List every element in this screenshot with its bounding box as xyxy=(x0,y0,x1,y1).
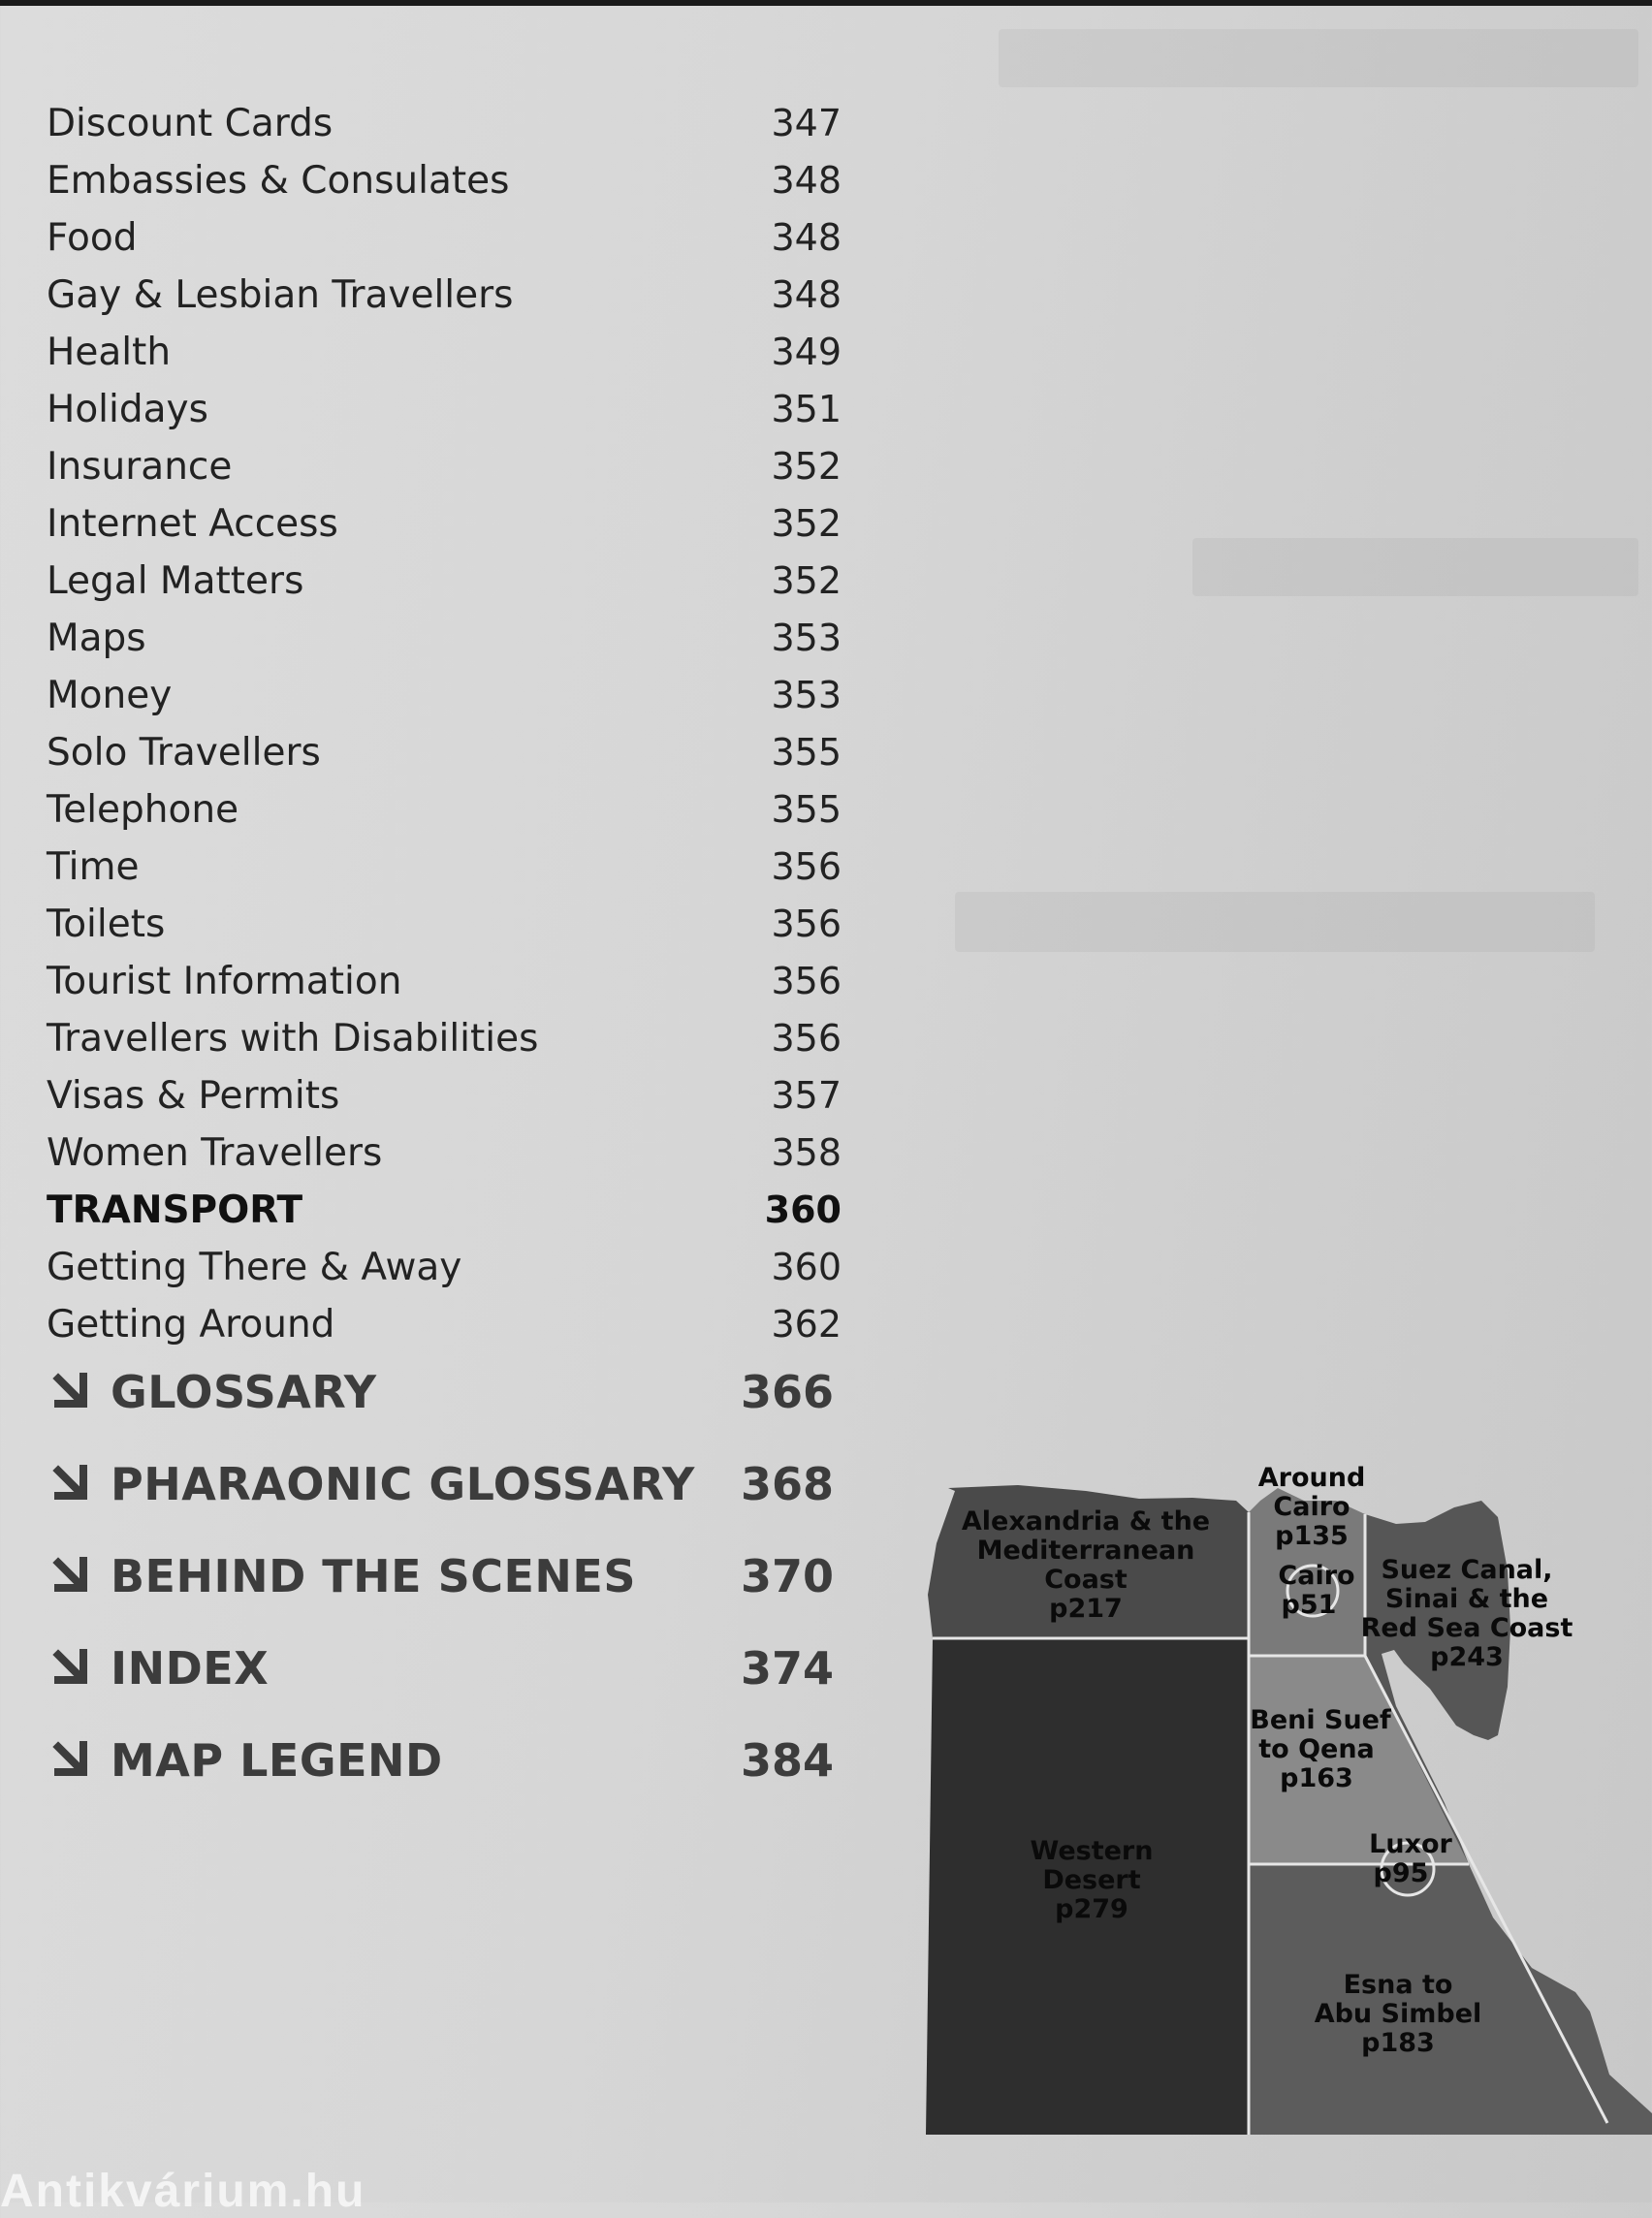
toc-entry-title: Legal Matters xyxy=(47,559,304,603)
label-around-cairo-line1: Around xyxy=(1257,1463,1366,1493)
chapter-entry-title: GLOSSARY xyxy=(111,1366,377,1418)
toc-entry-title: Gay & Lesbian Travellers xyxy=(47,273,514,317)
toc-entry[interactable] xyxy=(47,724,842,781)
toc-entry[interactable] xyxy=(47,438,842,495)
toc-entry[interactable] xyxy=(47,381,842,438)
label-western-desert-line2: Desert xyxy=(1042,1865,1141,1895)
label-suez-page: p243 xyxy=(1430,1642,1504,1672)
toc-entry[interactable] xyxy=(47,495,842,553)
toc-entry-page-number: 356 xyxy=(771,1017,842,1060)
toc-entry[interactable] xyxy=(47,953,842,1010)
toc-entry-page-number: 348 xyxy=(771,159,842,202)
facing-page-bleed xyxy=(955,892,1595,952)
chapter-entry-title: BEHIND THE SCENES xyxy=(111,1550,636,1602)
toc-entry-title: Tourist Information xyxy=(47,960,402,1003)
arrow-down-right-icon xyxy=(50,1539,101,1613)
toc-entry-title: Maps xyxy=(47,617,146,660)
toc-entry-page-number: 348 xyxy=(771,216,842,259)
toc-entry-page-number: 352 xyxy=(771,502,842,545)
toc-entry-page-number: 360 xyxy=(764,1188,842,1231)
toc-entry-title: Toilets xyxy=(47,903,166,946)
label-suez-line3: Red Sea Coast xyxy=(1360,1613,1573,1643)
toc-entry-title: Telephone xyxy=(47,788,239,832)
label-western-desert-line1: Western xyxy=(1030,1836,1154,1866)
label-alexandria-line2: Mediterranean xyxy=(976,1536,1195,1566)
label-cairo-page: p51 xyxy=(1281,1590,1337,1620)
label-beni-suef-page: p163 xyxy=(1280,1763,1353,1793)
arrow-down-right-icon xyxy=(50,1632,101,1705)
chapter-list xyxy=(50,1355,834,1816)
facing-page-bleed xyxy=(1192,538,1638,596)
toc-entry-page-number: 352 xyxy=(771,559,842,602)
chapter-entry[interactable] xyxy=(50,1447,834,1539)
toc-entry-title: Discount Cards xyxy=(47,102,334,145)
toc-entry-title: Insurance xyxy=(47,445,233,489)
toc-entry[interactable] xyxy=(47,1125,842,1182)
toc-entry-title: Getting Around xyxy=(47,1303,335,1347)
toc-entry[interactable] xyxy=(47,267,842,324)
arrow-down-right-icon xyxy=(50,1447,101,1521)
toc-entry[interactable] xyxy=(47,1067,842,1125)
toc-entry-title: Health xyxy=(47,331,172,374)
toc-entry-page-number: 362 xyxy=(771,1303,842,1346)
toc-entry-title: Getting There & Away xyxy=(47,1246,462,1289)
toc-entry-page-number: 353 xyxy=(771,674,842,716)
chapter-entry[interactable] xyxy=(50,1724,834,1816)
toc-entry-title: Money xyxy=(47,674,173,717)
toc-entry[interactable] xyxy=(47,553,842,610)
toc-entry-title: Solo Travellers xyxy=(47,731,321,775)
toc-entry-page-number: 352 xyxy=(771,445,842,488)
toc-entry-title: Women Travellers xyxy=(47,1131,383,1175)
label-alexandria-line1: Alexandria & the xyxy=(961,1506,1211,1537)
toc-entry-page-number: 356 xyxy=(771,960,842,1002)
chapter-entry-title: MAP LEGEND xyxy=(111,1734,443,1787)
toc-entry[interactable] xyxy=(47,1182,842,1239)
toc-entry[interactable] xyxy=(47,1239,842,1296)
label-suez-line2: Sinai & the xyxy=(1384,1584,1549,1614)
toc-entry[interactable] xyxy=(47,1010,842,1067)
egypt-region-map xyxy=(921,1449,1652,2157)
chapter-entry-page-number: 366 xyxy=(740,1366,834,1418)
toc-entry-page-number: 357 xyxy=(771,1074,842,1117)
label-luxor: Luxor xyxy=(1369,1829,1452,1859)
chapter-entry-title: INDEX xyxy=(111,1642,270,1695)
toc-entry-page-number: 356 xyxy=(771,845,842,888)
chapter-entry-title: PHARAONIC GLOSSARY xyxy=(111,1458,695,1510)
label-cairo: Cairo xyxy=(1278,1561,1355,1591)
toc-entry[interactable] xyxy=(47,667,842,724)
chapter-entry-page-number: 370 xyxy=(740,1550,834,1602)
toc-entry[interactable] xyxy=(47,896,842,953)
toc-entry-page-number: 355 xyxy=(771,731,842,774)
toc-entry-page-number: 349 xyxy=(771,331,842,373)
toc-entry[interactable] xyxy=(47,610,842,667)
chapter-entry[interactable] xyxy=(50,1355,834,1447)
toc-entry-title: Holidays xyxy=(47,388,208,431)
toc-entry-page-number: 358 xyxy=(771,1131,842,1174)
label-suez-line1: Suez Canal, xyxy=(1381,1555,1553,1585)
toc-entry-page-number: 360 xyxy=(771,1246,842,1288)
toc-entry-title: TRANSPORT xyxy=(47,1188,303,1232)
label-alexandria-page: p217 xyxy=(1049,1594,1123,1624)
toc-entry[interactable] xyxy=(47,209,842,267)
toc-entry-page-number: 353 xyxy=(771,617,842,659)
label-beni-suef-line2: to Qena xyxy=(1258,1734,1375,1764)
toc-entry-page-number: 356 xyxy=(771,903,842,945)
label-alexandria-line3: Coast xyxy=(1044,1565,1128,1595)
watermark: Antikvárium.hu xyxy=(0,2166,366,2217)
toc-entry[interactable] xyxy=(47,781,842,839)
chapter-entry-page-number: 368 xyxy=(740,1458,834,1510)
table-of-contents xyxy=(47,95,842,1353)
label-esna-line2: Abu Simbel xyxy=(1314,1999,1482,2029)
label-luxor-page: p95 xyxy=(1373,1858,1429,1888)
toc-entry-title: Time xyxy=(47,845,140,889)
arrow-down-right-icon xyxy=(50,1724,101,1797)
toc-entry-page-number: 355 xyxy=(771,788,842,831)
label-around-cairo-line2: Cairo xyxy=(1273,1492,1350,1522)
label-around-cairo-page: p135 xyxy=(1275,1521,1349,1551)
label-beni-suef-line1: Beni Suef xyxy=(1250,1705,1391,1735)
toc-entry-title: Travellers with Disabilities xyxy=(47,1017,539,1061)
label-western-desert-page: p279 xyxy=(1055,1894,1128,1924)
toc-entry[interactable] xyxy=(47,1296,842,1353)
toc-entry[interactable] xyxy=(47,324,842,381)
toc-entry-page-number: 347 xyxy=(771,102,842,144)
arrow-down-right-icon xyxy=(50,1355,101,1429)
facing-page-bleed xyxy=(999,29,1638,87)
toc-entry-page-number: 351 xyxy=(771,388,842,430)
toc-entry[interactable] xyxy=(47,95,842,152)
chapter-entry-page-number: 374 xyxy=(740,1642,834,1695)
toc-entry[interactable] xyxy=(47,152,842,209)
chapter-entry[interactable] xyxy=(50,1539,834,1632)
toc-entry-title: Food xyxy=(47,216,138,260)
toc-entry[interactable] xyxy=(47,839,842,896)
label-esna-line1: Esna to xyxy=(1343,1970,1453,2000)
chapter-entry-page-number: 384 xyxy=(740,1734,834,1787)
toc-entry-title: Visas & Permits xyxy=(47,1074,340,1118)
page-top-edge xyxy=(0,0,1652,6)
toc-entry-title: Internet Access xyxy=(47,502,338,546)
chapter-entry[interactable] xyxy=(50,1632,834,1724)
toc-entry-page-number: 348 xyxy=(771,273,842,316)
toc-entry-title: Embassies & Consulates xyxy=(47,159,510,203)
label-esna-page: p183 xyxy=(1361,2028,1435,2058)
